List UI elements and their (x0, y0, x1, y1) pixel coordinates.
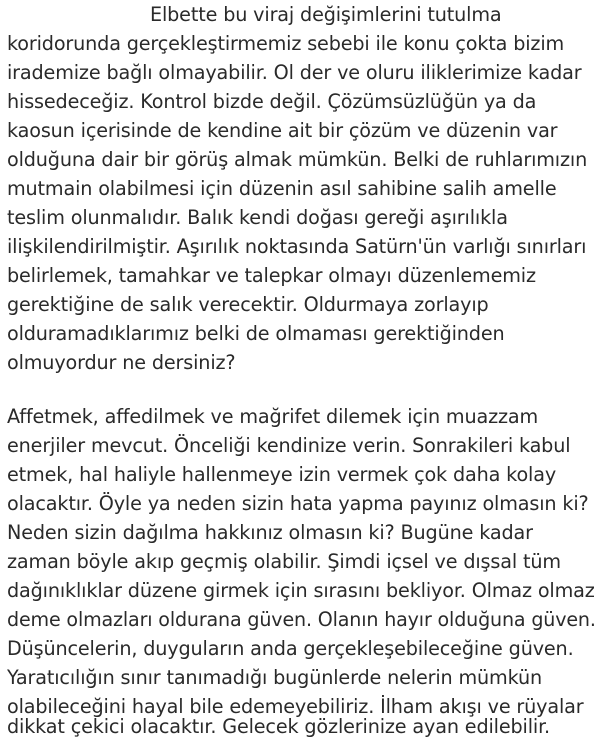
text-line: hissedeceğiz. Kontrol bizde değil. Çözümsüzlüğün ya da (7, 90, 537, 113)
text-line: olmuyordur ne dersiniz? (7, 351, 236, 374)
text-line: ilişkilendirilmiştir. Aşırılık noktasında Satürn'ün varlığı sınırları (7, 235, 587, 258)
text-line: Düşüncelerin, duyguların anda gerçekleşebileceğine güven. (7, 637, 574, 660)
text-line: gerektiğine de salık verecektir. Oldurmaya zorlayıp (7, 293, 489, 316)
text-line: Affetmek, affedilmek ve mağrifet dilemek için muazzam (7, 405, 539, 428)
text-line: zaman böyle akıp geçmiş olabilir. Şimdi içsel ve dışsal tüm (7, 550, 561, 573)
text-line: Elbette bu viraj değişimlerini tutulma (150, 3, 502, 26)
text-line: olabileceğini hayal bile edemeyebiliriz. İlham akışı ve rüyalar (7, 695, 584, 718)
text-line: irademize bağlı olmayabilir. Ol der ve oluru iliklerimize kadar (7, 61, 582, 84)
text-line: enerjiler mevcut. Önceliği kendinize verin. Sonrakileri kabul (7, 434, 571, 457)
text-line: Yaratıcılığın sınır tanımadığı bugünlerde nelerin mümkün (7, 666, 542, 689)
text-line: dağınıklıklar düzene girmek için sırasını bekliyor. Olmaz olmaz (7, 579, 595, 602)
text-line: belirlemek, tamahkar ve talepkar olmayı düzenlememiz (7, 264, 536, 287)
text-line: deme olmazları oldurana güven. Olanın hayır olduğuna güven. (7, 608, 596, 631)
text-line: mutmain olabilmesi için düzenin asıl sahibine salih amelle (7, 177, 557, 200)
text-line: kaosun içerisinde de kendine ait bir çözüm ve düzenin var (7, 119, 558, 142)
text-line: olduramadıklarımız belki de olmaması gerektiğinden (7, 322, 505, 345)
text-line: Neden sizin dağılma hakkınız olmasın ki? Bugüne kadar (7, 521, 533, 544)
text-line: olacaktır. Öyle ya neden sizin hata yapma payınız olmasın ki? (7, 492, 589, 515)
text-line: koridorunda gerçekleştirmemiz sebebi ile konu çokta bizim (7, 32, 565, 55)
text-line: dikkat çekici olacaktır. Gelecek gözlerinize ayan edilebilir. (7, 715, 550, 738)
text-line: etmek, hal haliyle hallenmeye izin vermek çok daha kolay (7, 463, 557, 486)
text-line: teslim olunmalıdır. Balık kendi doğası gereği aşırılıkla (7, 206, 508, 229)
text-line: olduğuna dair bir görüş almak mümkün. Belki de ruhlarımızın (7, 148, 588, 171)
